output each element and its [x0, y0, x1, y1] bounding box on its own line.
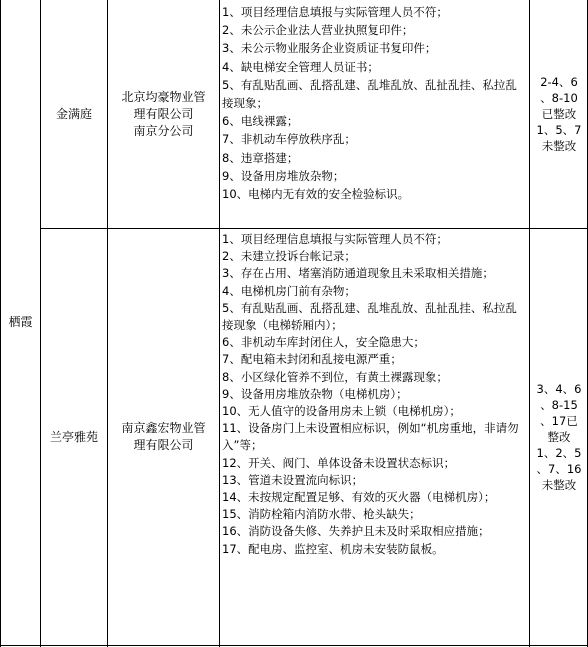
- district-label: 栖霞: [8, 315, 33, 329]
- issue-item: 11、设备房门上未设置相应标识，例如“机房重地，非请勿入”等；: [222, 421, 519, 453]
- issue-item: 2、未公示企业法人营业执照复印件；: [222, 23, 414, 38]
- status-line: 未整改: [541, 139, 577, 153]
- company-line: 北京均豪物业管: [121, 89, 206, 104]
- issue-item: 8、违章搭建；: [222, 150, 299, 165]
- issue-item: 14、未按规定配置足够、有效的灭火器（电梯机房）；: [222, 490, 496, 505]
- issue-item: 3、存在占用、堵塞消防通道现象且未采取相关措施；: [222, 266, 494, 281]
- issue-item: 5、有乱贴乱画、乱搭乱建、乱堆乱放、乱扯乱挂、私拉乱接现象；: [222, 77, 517, 111]
- status-line: 、7、16: [536, 462, 582, 476]
- issue-item: 7、非机动车停放秩序乱；: [222, 132, 356, 147]
- status-line: 2-4、6: [540, 75, 578, 89]
- issue-item: 16、消防设备失修、失养护且未及时采取相应措施；: [222, 524, 490, 539]
- company-cell: [108, 0, 219, 228]
- project-name: 金满庭: [55, 106, 92, 121]
- project-cell: [41, 229, 107, 645]
- company-cell: [108, 229, 219, 645]
- issue-item: 1、项目经理信息填报与实际管理人员不符；: [222, 232, 448, 246]
- status-line: 、8-10: [540, 91, 578, 105]
- issue-item: 4、电梯机房门前有杂物；: [222, 283, 356, 298]
- company-line: 南京鑫宏物业管: [121, 421, 206, 435]
- grid-line: [219, 0, 220, 647]
- status-line: 3、4、6: [536, 382, 582, 396]
- issue-item: 8、小区绿化管养不到位，有黄土裸露现象；: [222, 369, 448, 384]
- issue-list: [222, 3, 528, 203]
- company-line: 理有限公司: [133, 106, 194, 121]
- issue-item: 6、电线裸露；: [222, 114, 299, 129]
- issue-item: 6、非机动车库封闭住人，安全隐患大；: [222, 335, 425, 350]
- status-line: 1、2、5: [536, 446, 582, 460]
- status-line: 1、5、7: [536, 123, 582, 137]
- company-line: 南京分公司: [133, 123, 194, 138]
- issue-list: [222, 231, 528, 558]
- district-cell: [1, 0, 40, 645]
- issue-item: 9、设备用房堆放杂物；: [222, 168, 345, 183]
- issue-item: 9、设备用房堆放杂物（电梯机房）；: [222, 386, 408, 401]
- issue-item: 1、项目经理信息填报与实际管理人员不符；: [222, 5, 448, 19]
- grid-line: [0, 645, 588, 646]
- issue-item: 15、消防栓箱内消防水带、枪头缺失；: [222, 507, 421, 522]
- issue-item: 17、配电房、监控室、机房未安装防鼠板。: [222, 541, 444, 556]
- status-line: 已整改: [541, 107, 577, 121]
- issue-item: 2、未建立投诉台帐记录；: [222, 249, 356, 264]
- issue-item: 12、开关、阀门、单体设备未设置状态标识；: [222, 455, 456, 470]
- status-line: 未整改: [541, 478, 577, 492]
- project-cell: [41, 0, 107, 228]
- issue-item: 7、配电箱未封闭和乱接电源严重；: [222, 352, 402, 367]
- status-line: 整改: [547, 430, 571, 444]
- issue-item: 10、无人值守的设备用房未上锁（电梯机房）；: [222, 404, 461, 419]
- status-cell: [530, 229, 588, 645]
- issue-item: 3、未公示物业服务企业资质证书复印件；: [222, 41, 437, 56]
- status-line: 、8-15: [540, 398, 578, 412]
- issue-item: 4、缺电梯安全管理人员证书；: [222, 59, 379, 74]
- issue-item: 5、有乱贴乱画、乱搭乱建、乱堆乱放、乱扯乱挂、私拉乱接现象（电梯轿厢内）；: [222, 300, 517, 333]
- status-line: 、17已: [540, 414, 578, 428]
- issue-item: 13、管道未设置流向标识；: [222, 472, 364, 487]
- status-cell: [530, 0, 588, 228]
- issue-item: 10、电梯内无有效的安全检验标识。: [222, 187, 410, 202]
- company-line: 理有限公司: [133, 438, 194, 452]
- project-name: 兰亭雅苑: [49, 429, 98, 444]
